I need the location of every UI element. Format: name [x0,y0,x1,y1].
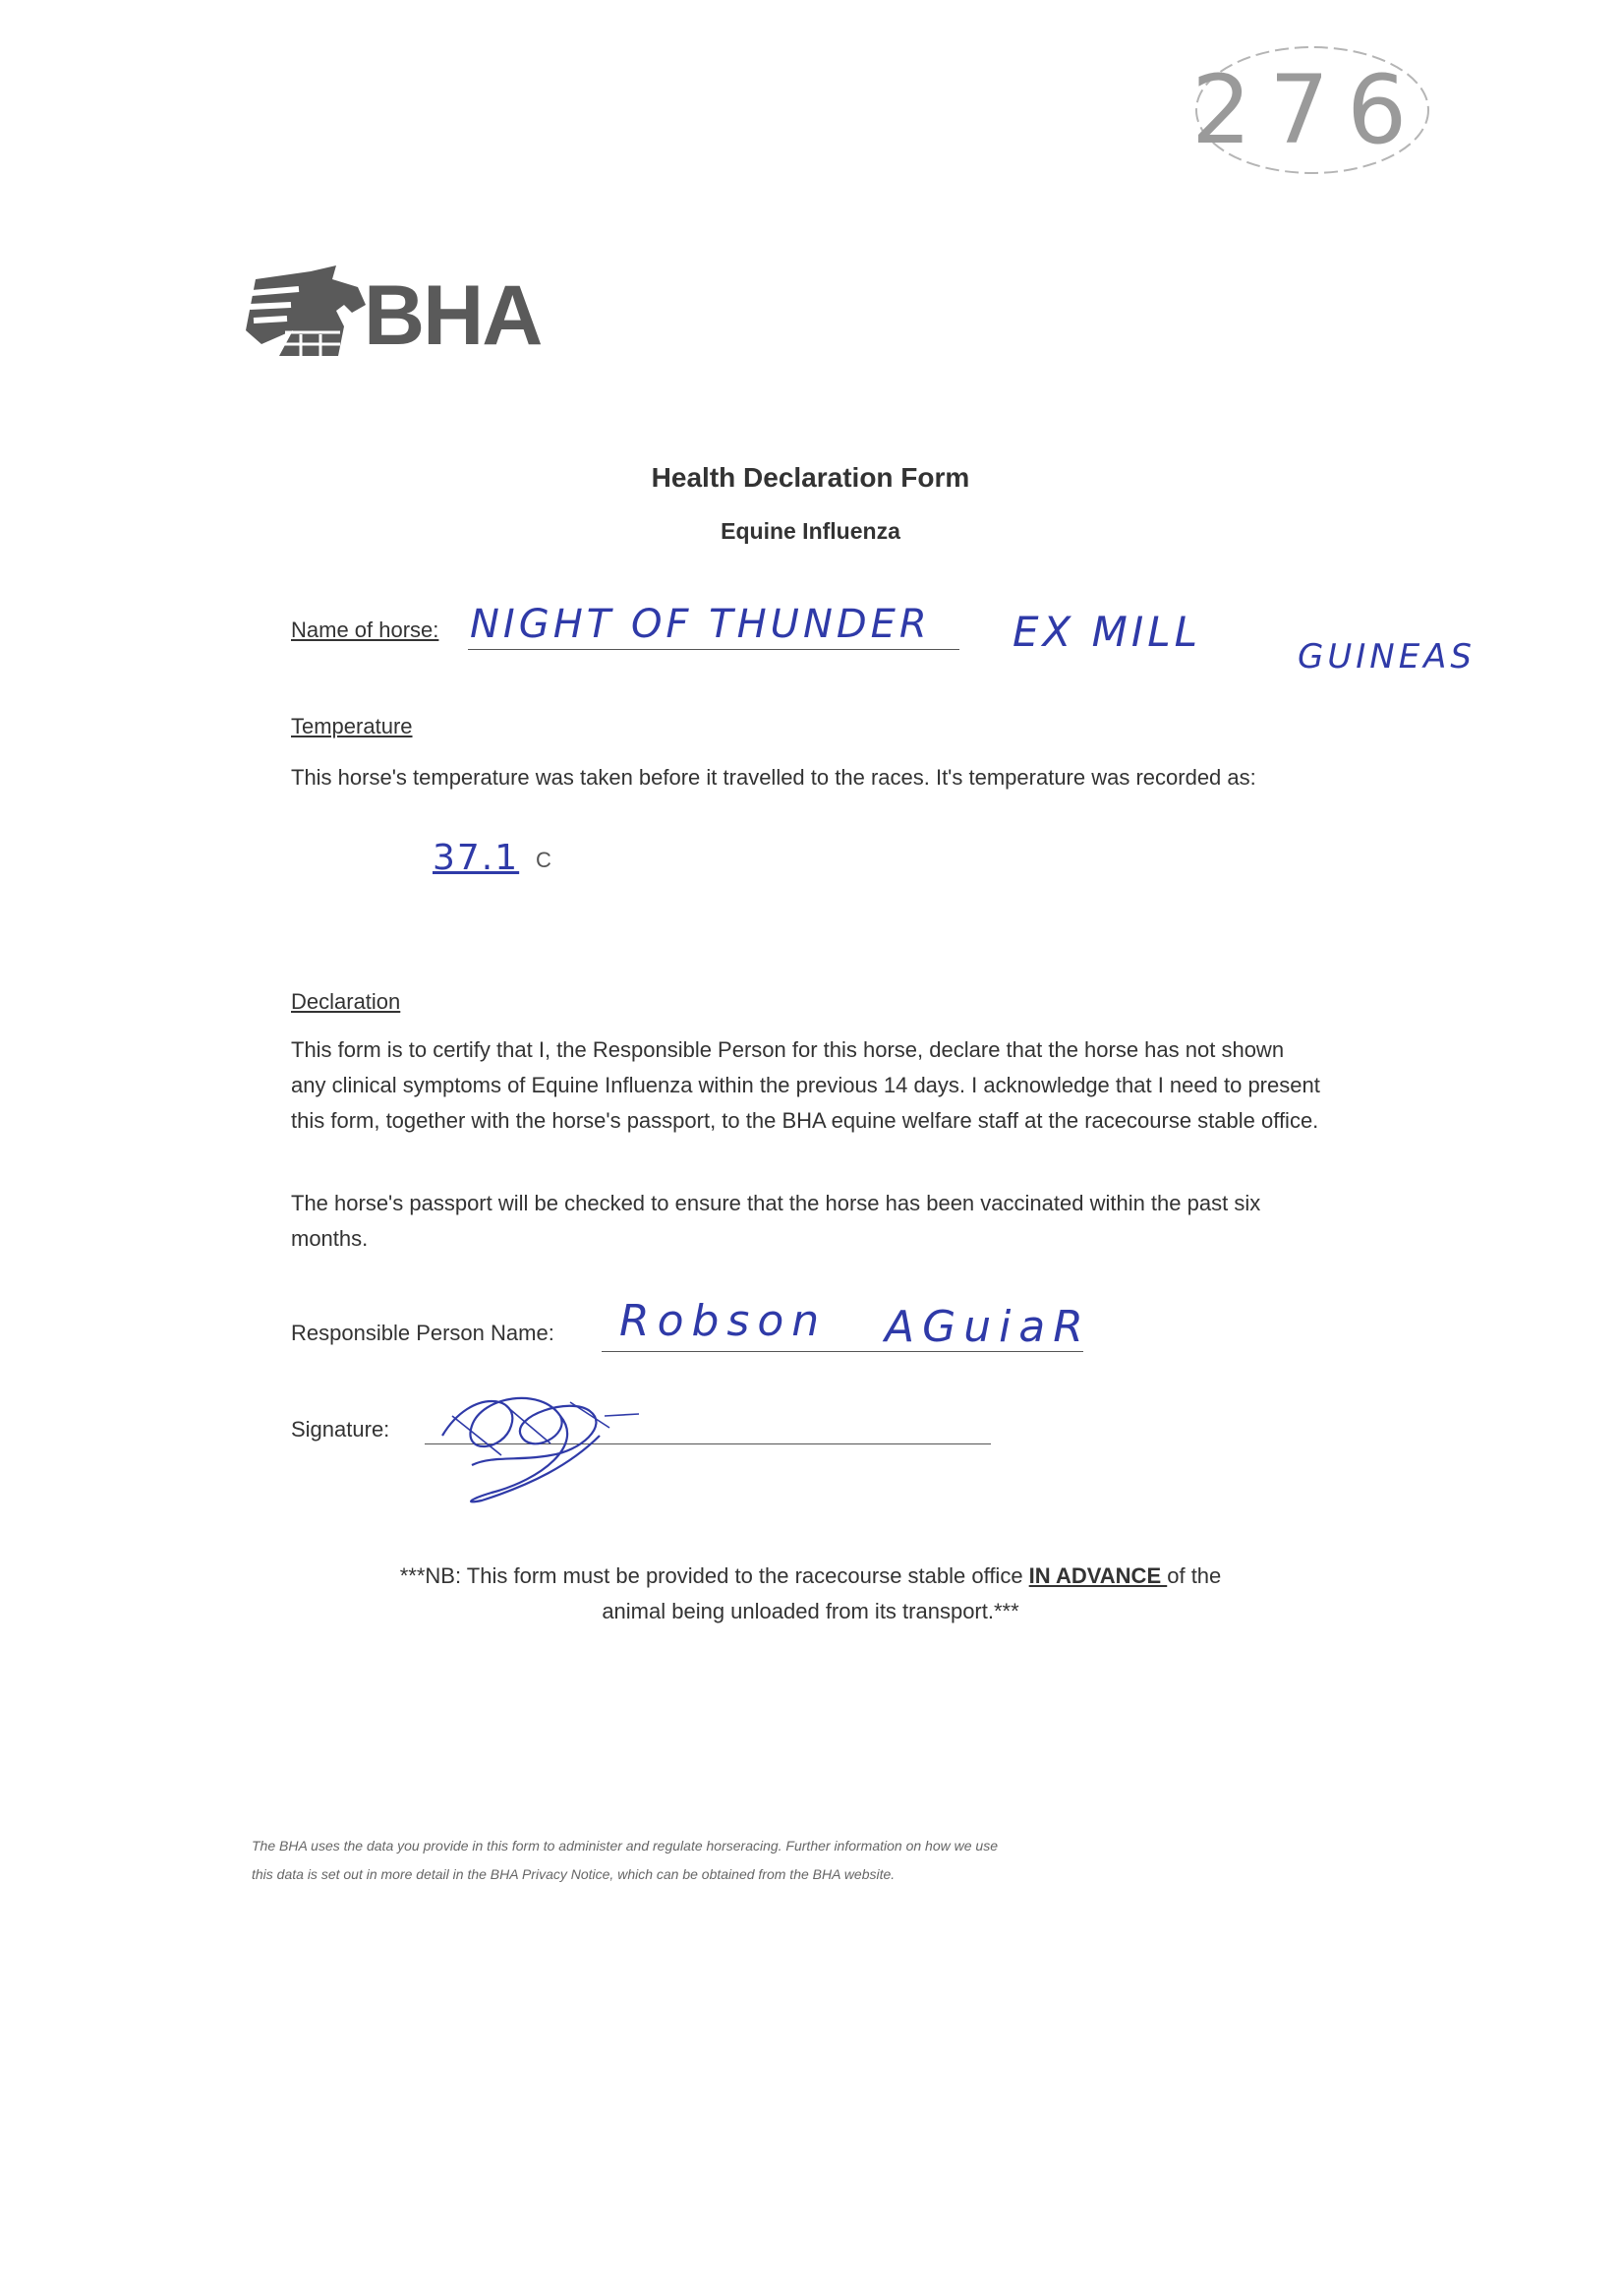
responsible-person-last[interactable]: AGuiaR [885,1302,1091,1352]
declaration-paragraph-1: This form is to certify that I, the Responsible Person for this horse, declare that the horse has not shown any clinical symptoms of Equine Influenza within the previous 14 days. I acknowledge that I need to present this form, together with the horse's passport, to the BHA equine welfare staff at the racecourse stable office. [291,1037,1320,1133]
horse-head-icon [242,262,370,365]
horse-name-value-1[interactable]: NIGHT OF THUNDER [470,602,931,647]
temperature-text: This horse's temperature was taken before it travelled to the races. It's temperature was recorded as: [291,765,1256,790]
notice-line-2: animal being unloaded from its transport.*** [602,1599,1019,1623]
signature-scribble-icon[interactable] [413,1357,668,1504]
horse-name-value-3[interactable]: GUINEAS [1298,637,1476,677]
horse-name-value-2[interactable]: EX MILL [1013,608,1202,656]
form-title: Health Declaration Form [651,462,970,493]
bha-logo [242,258,542,366]
page-number-annotation [1180,29,1445,187]
temperature-value[interactable]: 37.1 [433,838,520,878]
page-number-text: 276 [1191,55,1425,165]
notice-line-1 [0,1563,1621,1589]
signature-label: Signature: [291,1417,390,1442]
responsible-person-first[interactable]: Robson [619,1296,828,1346]
notice-prefix: ***NB: This form must be provided to the racecourse stable office [399,1563,1029,1588]
declaration-heading: Declaration [291,989,401,1014]
declaration-paragraph-2: The horse's passport will be checked to ensure that the horse has been vaccinated within the past six months. [291,1191,1261,1251]
form-subtitle: Equine Influenza [721,518,900,544]
notice-suffix: of the [1167,1563,1222,1588]
horse-name-label: Name of horse: [291,618,439,642]
notice-emphasis: IN ADVANCE [1028,1563,1168,1588]
logo-text: BHA [364,268,542,363]
footer-line-2: this data is set out in more detail in the BHA Privacy Notice, which can be obtained from the BHA website. [252,1866,896,1882]
footer-line-1: The BHA uses the data you provide in this form to administer and regulate horseracing. Further information on how we use [252,1838,998,1854]
temperature-unit: C [536,848,551,872]
responsible-person-label: Responsible Person Name: [291,1321,554,1345]
temperature-heading: Temperature [291,714,413,738]
horse-name-underline [468,649,959,650]
